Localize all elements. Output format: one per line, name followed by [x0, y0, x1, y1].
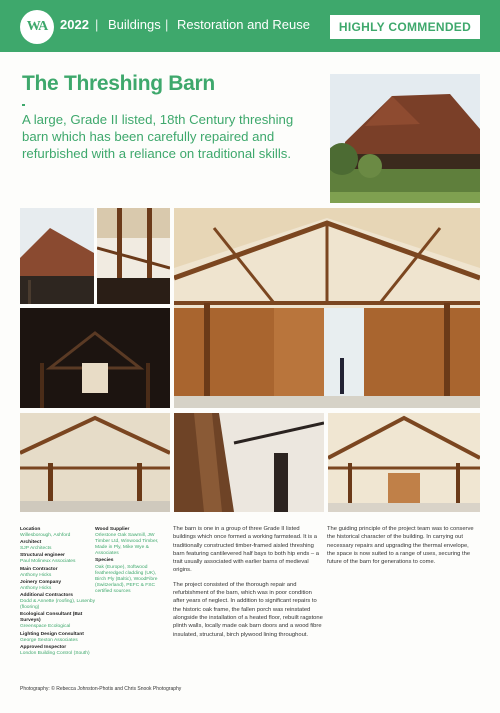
photo-interior-hall: [328, 413, 480, 512]
header-separator: |: [95, 17, 99, 32]
award-year: 2022: [60, 17, 89, 32]
page-title: The Threshing Barn: [22, 72, 215, 95]
wa-logo: WA: [20, 10, 54, 44]
credit-location: Location Willesborough, Ashford: [20, 527, 71, 539]
body-paragraph: The guiding principle of the project team was to conserve the historical character of the building. In carrying out necessary repairs and upgrading the thermal envelope, the space is now suited to a range of uses, securing the future of the barn for generations to come.: [327, 526, 474, 566]
body-paragraph: The project consisted of the thorough repair and refurbishment of the barn, which was in poor condition after years of neglect. In addition to significant repairs to the historic oak frame, the fallen porch was reinstated alongside the installation of a heated floor, rebuilt ragstone plinth walls, locally made oak barn doors and a wood fibre insulated, structural, birch plywood lining throughout.: [173, 581, 323, 638]
credit-architect: Architect SJP Architects: [20, 540, 52, 552]
body-column-1: [173, 525, 323, 645]
credit-additional-contractors: Additional Contractors Dodd & Annette (roofing), Lusenby (flooring): [20, 592, 96, 611]
photo-interior-aisle: [97, 208, 170, 304]
award-badge: HIGHLY COMMENDED: [330, 15, 480, 39]
project-credits: [20, 527, 98, 658]
award-subcategory: Restoration and Reuse: [177, 17, 310, 32]
credit-ecological-consultant: Ecological Consultant (Bat Surveys) Greenspace Ecological: [20, 612, 83, 630]
lede-paragraph: A large, Grade II listed, 18th Century threshing barn which has been carefully repaired and refurbished with a reliance on traditional skills.: [22, 112, 294, 161]
credit-wood-supplier: Wood Supplier Orlestone Oak Sawmill, JW Timber Ltd, Winwood Timber, Made in Ply, Mike Wye & Associates: [95, 527, 159, 557]
credit-structural-engineer: Structural engineer Paul Molineux Associates: [20, 553, 76, 565]
award-category: Buildings: [108, 17, 161, 32]
header-separator: |: [165, 17, 169, 32]
credit-approved-inspector: Approved Inspector London Building Control (South): [20, 644, 90, 656]
body-column-2: [327, 525, 477, 572]
photo-interior-main: [174, 208, 480, 408]
photo-interior-roof-bays: [20, 413, 170, 512]
credit-main-contractor: Main Contractor Anthony Hicks: [20, 566, 58, 578]
header-bar: [0, 0, 500, 52]
credit-joinery: Joinery Company Anthony Hicks: [20, 579, 62, 591]
photo-exterior-hero: [330, 74, 480, 203]
title-rule: [22, 104, 25, 106]
credit-species: Species Oak (Europe), Softwood featheredged cladding (UK), Birch Ply (Baltic), WoodFibre (Switzerland), PEFC & FSC certified sources: [95, 558, 158, 594]
photo-exterior-corner: [20, 208, 94, 304]
credit-lighting-design: Lighting Design Consultant George Sexton Associates: [20, 631, 84, 643]
body-paragraph: The barn is one in a group of three Grade II listed buildings which once formed a working farmstead. It is a traditionally constructed timber-framed aisled threshing barn featuring cantilevered half bays to both hip ends – a trait usually associated with earlier barns of medieval origins.: [173, 526, 319, 574]
photo-oak-post-detail: [174, 413, 324, 512]
material-credits: [95, 527, 167, 596]
photo-interior-dark: [20, 308, 170, 408]
photography-credit: Photography: © Rebecca Johnston-Photis and Chris Snook Photography: [20, 686, 182, 692]
